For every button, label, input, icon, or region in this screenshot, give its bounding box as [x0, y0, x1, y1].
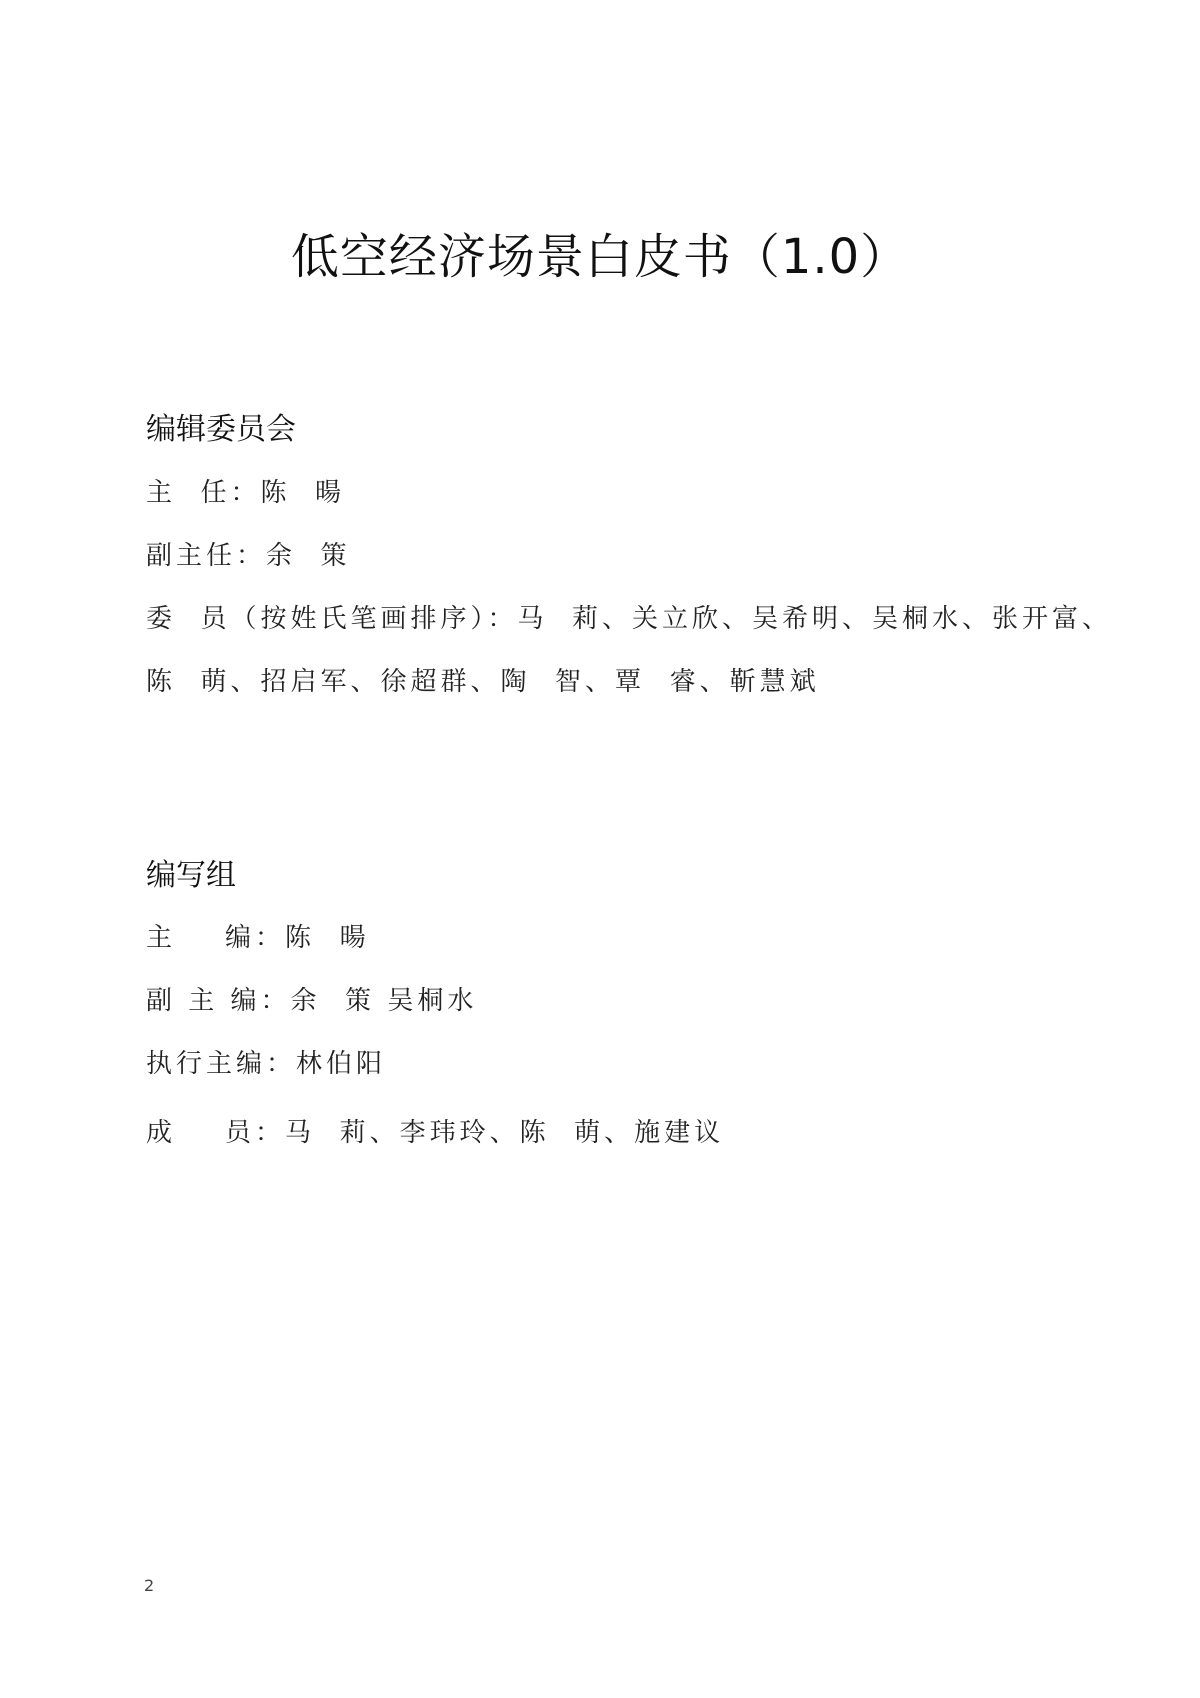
editorial-committee-heading: 编辑委员会 — [146, 412, 296, 447]
committee-members-line-1: 委 员（按姓氏笔画排序）：马 莉、关立欣、吴希明、吴桐水、张开富、 — [146, 604, 1113, 634]
writing-group-members: 成 员：马 莉、李玮玲、陈 萌、施建议 — [146, 1118, 725, 1148]
document-title: 低空经济场景白皮书（1.0） — [290, 229, 910, 285]
writing-group-heading: 编写组 — [146, 858, 236, 893]
writing-group-chief-editor: 主 编：陈 暘 — [146, 923, 370, 953]
page-number: 2 — [144, 1576, 155, 1595]
committee-director: 主 任：陈 暘 — [146, 478, 346, 508]
writing-group-executive-editor: 执行主编：林伯阳 — [146, 1049, 387, 1079]
writing-group-deputy-chief-editor: 副 主 编：余 策 吴桐水 — [146, 986, 478, 1016]
committee-deputy-director: 副主任：余 策 — [146, 541, 351, 571]
committee-members-line-2: 陈 萌、招启军、徐超群、陶 智、覃 睿、靳慧斌 — [146, 667, 820, 697]
